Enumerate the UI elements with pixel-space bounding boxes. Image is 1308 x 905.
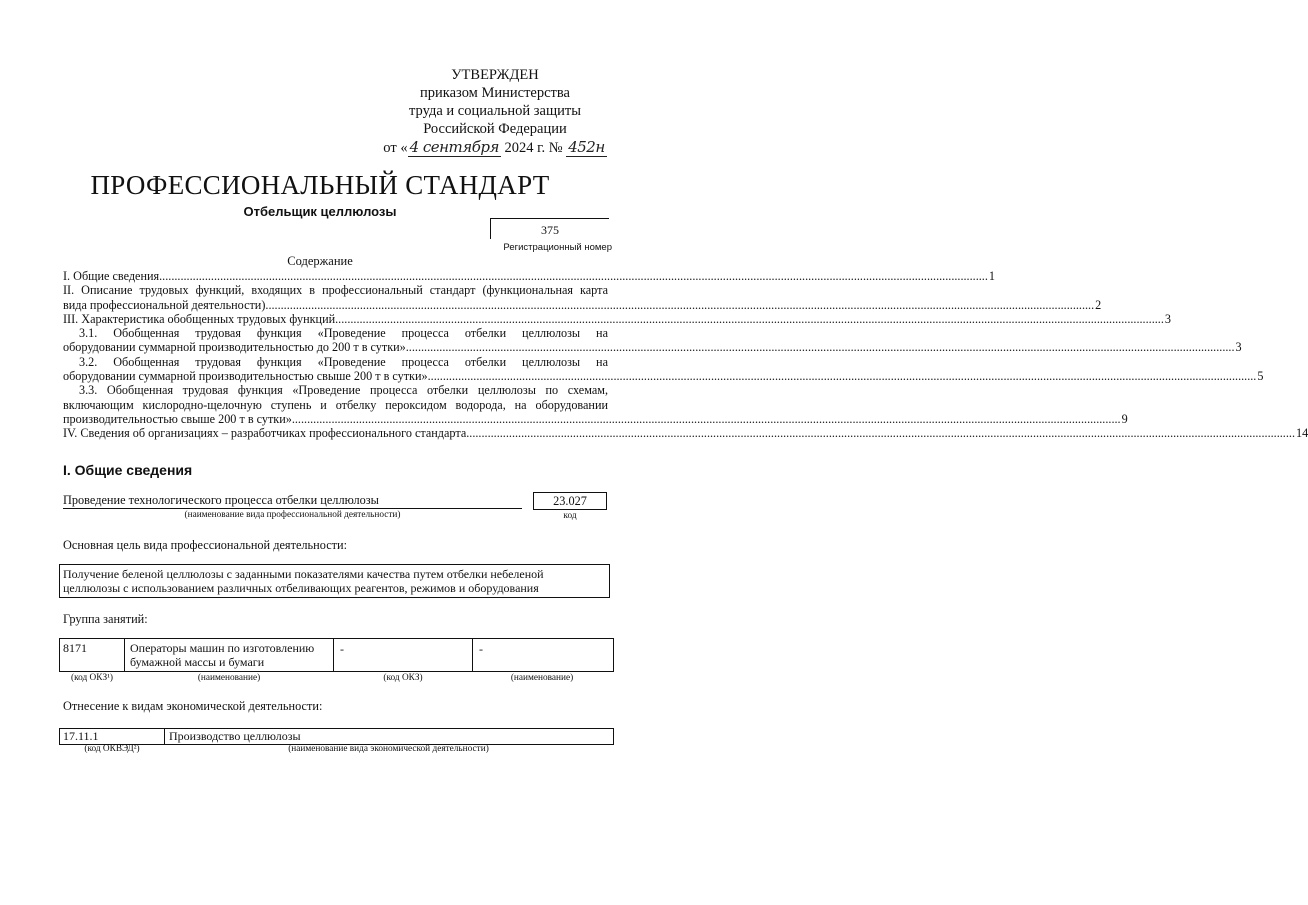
toc-item-text: оборудовании суммарной производительностью свыше 200 т в сутки» [63,369,428,384]
toc-leader [335,312,1164,326]
toc-leader [265,298,1094,312]
goal-box [59,564,610,598]
toc-leader [406,340,1235,354]
occupation-group-table [59,638,614,672]
econ-activity-name-cell: Производство целлюлозы [169,729,301,743]
econ-label: Отнесение к видам экономической деятельности: [63,699,323,713]
activity-name-caption: (наименование вида профессиональной деятельности) [184,510,401,520]
toc-item-text: I. Общие сведения [63,269,160,283]
handwritten-date: 4 сентября [409,138,499,156]
handwritten-number: 452н [568,138,605,156]
toc-page: 3 [1164,311,1171,326]
toc-item-text: IV. Сведения об организациях – разработчиках профессионального стандарта [63,426,467,441]
table-of-contents [63,269,1308,441]
toc-item-text: 3.3. Обобщенная трудовая функция «Проведение процесса отбелки целлюлозы по схемам, [79,383,608,398]
toc-item-text: 3.2. Обобщенная трудовая функция «Проведение процесса отбелки целлюлозы на [79,354,608,369]
occupation-name-caption-2: (наименование) [510,673,574,683]
goal-text-line: Получение беленой целлюлозы с заданными показателями качества путем отбелки небеленой [63,567,544,581]
registration-number-box: 375 [490,218,609,239]
approval-date-prefix: от « [383,140,408,156]
approval-date-line [370,138,620,157]
econ-activity-table [59,728,614,745]
toc-item[interactable] [63,311,1171,326]
occupation-name-caption: (наименование) [197,673,261,683]
toc-item-text: включающим кислородно-щелочную ступень и отбелку пероксидом водорода, на оборудовании [63,397,608,412]
okz-code-cell: 8171 [63,641,87,655]
toc-item-text: III. Характеристика обобщенных трудовых функций [63,311,336,326]
toc-item[interactable] [63,340,1242,355]
occupation-name-cell: бумажной массы и бумаги [130,655,265,669]
goal-text-line: целлюлозы с использованием различных отбеливающих реагентов, режимов и оборудования [63,581,539,595]
toc-page: 3 [1235,340,1242,355]
okved-code-cell: 17.11.1 [63,729,99,743]
econ-activity-name-caption: (наименование вида экономической деятельности) [288,744,489,754]
toc-leader [466,426,1295,440]
approval-ministry: труда и социальной защиты [409,103,581,119]
toc-leader [159,269,988,283]
toc-item[interactable] [63,269,995,283]
occupation-name-cell: Операторы машин по изготовлению [130,641,315,655]
activity-name-field: Проведение технологического процесса отбелки целлюлозы [63,493,522,509]
document-subtitle: Отбельщик целлюлозы [243,204,397,219]
toc-item[interactable] [63,369,1264,384]
group-label: Группа занятий: [63,612,148,626]
toc-item-text: вида профессиональной деятельности) [63,297,266,312]
toc-item-text: оборудовании суммарной производительностью до 200 т в сутки» [63,340,406,355]
toc-heading: Содержание [287,254,353,268]
toc-page: 5 [1257,369,1264,384]
okz-code-caption-2: (код ОКЗ) [383,673,423,683]
toc-item-text: 3.1. Обобщенная трудовая функция «Проведение процесса отбелки целлюлозы на [79,326,608,341]
goal-label: Основная цель вида профессиональной деятельности: [63,538,348,552]
toc-page: 2 [1095,297,1102,312]
toc-leader [428,369,1257,383]
approval-year: 2024 г. № [504,140,563,156]
registration-number-label: Регистрационный номер [503,242,612,253]
approval-title: УТВЕРЖДЕН [451,67,539,83]
toc-item-text: II. Описание трудовых функций, входящих в профессиональный стандарт (функциональная карта [63,283,608,298]
toc-item[interactable] [63,411,1128,426]
section-heading: I. Общие сведения [63,462,193,478]
document-title: ПРОФЕССИОНАЛЬНЫЙ СТАНДАРТ [90,170,550,200]
toc-page: 1 [988,269,995,283]
activity-code-caption: код [563,511,577,521]
toc-item-text: производительностью свыше 200 т в сутки» [63,411,292,426]
approval-order: приказом Министерства [420,85,570,101]
occupation-name-cell-2: - [479,642,483,656]
toc-leader [292,412,1121,426]
activity-code-box: 23.027 [533,492,607,510]
okved-code-caption: (код ОКВЭД²) [84,744,140,754]
approval-country: Российской Федерации [423,121,567,137]
toc-item[interactable] [63,426,1308,441]
okz-code-cell-2: - [340,642,344,656]
toc-item[interactable] [63,297,1102,312]
okz-code-caption: (код ОКЗ¹) [70,673,114,683]
approval-block [370,66,620,157]
toc-page: 9 [1121,411,1128,426]
toc-page: 14 [1295,426,1308,441]
